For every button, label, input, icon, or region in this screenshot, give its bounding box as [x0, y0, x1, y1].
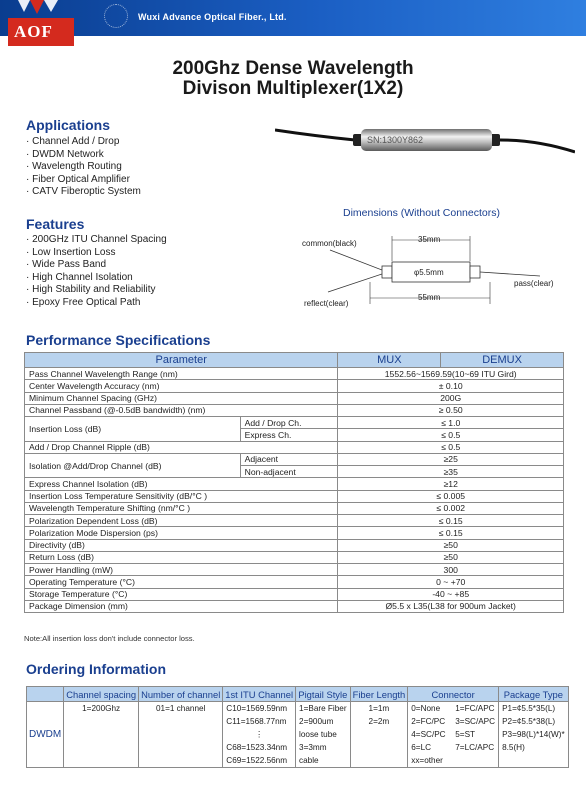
table-row: Polarization Dependent Loss (dB) ≤ 0.15	[25, 515, 564, 527]
list-item: · Fiber Optical Amplifier	[26, 174, 141, 187]
col-parameter: Parameter	[25, 353, 338, 368]
table-row: Directivity (dB) ≥50	[25, 539, 564, 551]
list-item: · Epoxy Free Optical Path	[26, 297, 167, 310]
col-channel-spacing: Channel spacing	[64, 687, 139, 702]
list-item: · Low Insertion Loss	[26, 247, 167, 260]
table-row: DWDM 1=200Ghz 01=1 channel C10=1569.59nm C11=1568.77nm ⋮ C68=1523.34nm C69=1522.56nm 1=Bare Fiber 2=900um loose tube 3=3mm cable 1=1m 2=2m 0=None 1=FC/APC 2=FC/PC 3=SC/APC 4=SC/PC 5=ST 6=LC 7=LC/APC xx=other P1=¢5.5*35(L) P2=¢5.5*38(L) P3=98(L)*14(W)* 8.5(H)	[27, 702, 569, 768]
ordering-heading: Ordering Information	[26, 661, 166, 677]
list-item: · Wide Pass Band	[26, 259, 167, 272]
table-row: Pass Channel Wavelength Range (nm) 1552.56~1569.59(10~69 ITU Gird)	[25, 368, 564, 380]
performance-heading: Performance Specifications	[26, 332, 211, 348]
header-band	[0, 0, 586, 36]
table-row: Storage Temperature (°C) -40 ~ +85	[25, 588, 564, 600]
list-item: · 200GHz ITU Channel Spacing	[26, 234, 167, 247]
table-row: Polarization Mode Dispersion (ps) ≤ 0.15	[25, 527, 564, 539]
table-row: Operating Temperature (°C) 0 ~ +70	[25, 576, 564, 588]
features-list	[26, 234, 167, 310]
page-title-line1: 200Ghz Dense Wavelength	[172, 58, 414, 79]
row-label: DWDM	[27, 702, 64, 768]
performance-table	[24, 352, 564, 613]
table-row: Insertion Loss Temperature Sensitivity (dB/°C ) ≤ 0.005	[25, 490, 564, 502]
col-blank	[27, 687, 64, 702]
table-row: Wavelength Temperature Shifting (nm/°C ) ≤ 0.002	[25, 502, 564, 514]
col-fiber-length: Fiber Length	[350, 687, 408, 702]
table-row: Express Channel Isolation (dB) ≥12	[25, 478, 564, 490]
table-row: Power Handling (mW) 300	[25, 564, 564, 576]
reflect-label: reflect(clear)	[304, 299, 349, 308]
table-row: Non-adjacent ≥35	[25, 466, 564, 478]
table-row: Center Wavelength Accuracy (nm) ± 0.10	[25, 380, 564, 392]
col-pigtail-style: Pigtail Style	[296, 687, 351, 702]
col-mux: MUX	[338, 353, 441, 368]
dimensions-title: Dimensions (Without Connectors)	[343, 207, 500, 219]
performance-note: Note:All insertion loss don't include connector loss.	[24, 634, 195, 643]
company-name: Wuxi Advance Optical Fiber., Ltd.	[138, 12, 287, 22]
table-row: Minimum Channel Spacing (GHz) 200G	[25, 392, 564, 404]
features-heading: Features	[26, 216, 85, 232]
product-serial: SN:1300Y862	[367, 135, 424, 145]
page-title-line2: Divison Multiplexer(1X2)	[182, 78, 404, 99]
applications-list	[26, 136, 141, 199]
table-row: Express Ch. ≤ 0.5	[25, 429, 564, 441]
col-connector: Connector	[408, 687, 499, 702]
list-item: · DWDM Network	[26, 149, 141, 162]
ordering-table	[26, 686, 569, 768]
length-35-label: 35mm	[418, 235, 441, 244]
list-item: · CATV Fiberoptic System	[26, 186, 141, 199]
table-row: Isolation @Add/Drop Channel (dB) Adjacent ≥25	[25, 453, 564, 465]
product-image	[275, 118, 575, 162]
globe-icon	[104, 4, 128, 28]
list-item: · Wavelength Routing	[26, 161, 141, 174]
col-first-itu-channel: 1st ITU Channel	[223, 687, 296, 702]
table-row: Insertion Loss (dB) Add / Drop Ch. ≤ 1.0	[25, 417, 564, 429]
list-item: · High Stability and Reliability	[26, 284, 167, 297]
col-number-of-channel: Number of channel	[139, 687, 223, 702]
table-row: Package Dimension (mm) Ø5.5 x L35(L38 for 900um Jacket)	[25, 600, 564, 612]
common-label: common(black)	[302, 239, 357, 248]
company-logo	[0, 0, 86, 50]
table-row: Channel Passband (@-0.5dB bandwidth) (nm) ≥ 0.50	[25, 404, 564, 416]
applications-heading: Applications	[26, 117, 111, 133]
list-item: · Channel Add / Drop	[26, 136, 141, 149]
diameter-label: φ5.5mm	[414, 268, 444, 277]
col-package-type: Package Type	[499, 687, 569, 702]
table-row: Add / Drop Channel Ripple (dB) ≤ 0.5	[25, 441, 564, 453]
length-55-label: 55mm	[418, 293, 441, 302]
pass-label: pass(clear)	[514, 279, 554, 288]
logo-text: AOF	[14, 22, 53, 41]
dimension-diagram	[300, 228, 580, 312]
col-demux: DEMUX	[441, 353, 564, 368]
list-item: · High Channel Isolation	[26, 272, 167, 285]
table-row: Return Loss (dB) ≥50	[25, 551, 564, 563]
